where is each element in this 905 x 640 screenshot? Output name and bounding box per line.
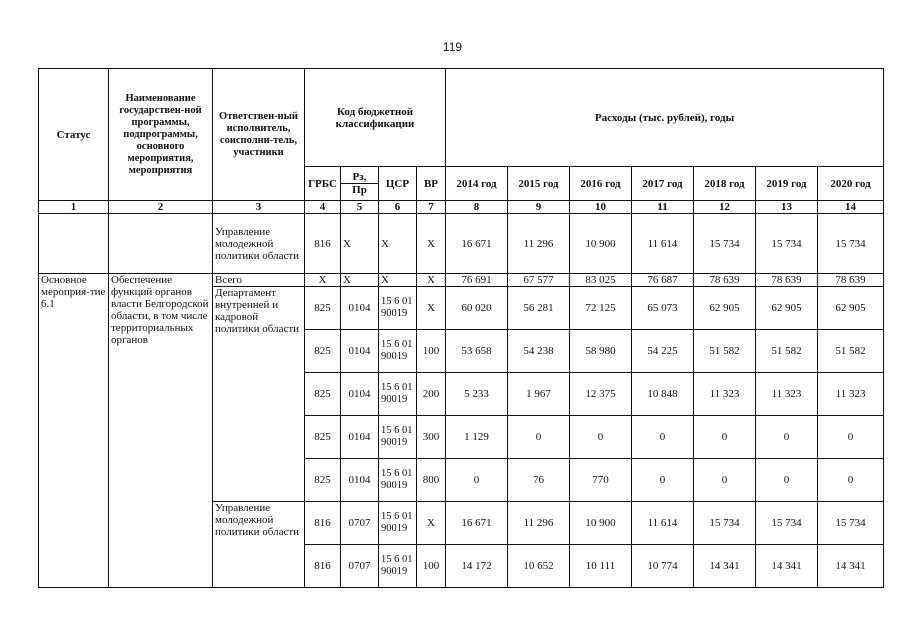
value-cell: 0 xyxy=(818,416,884,459)
header-year-2016: 2016 год xyxy=(570,167,632,201)
value-cell: 1 967 xyxy=(508,373,570,416)
header-year-2015: 2015 год xyxy=(508,167,570,201)
value-cell: 15 734 xyxy=(818,214,884,274)
header-year-2014: 2014 год xyxy=(446,167,508,201)
csr-cell: 15 6 01 90019 xyxy=(379,545,417,588)
value-cell: 78 639 xyxy=(756,274,818,287)
column-number: 6 xyxy=(379,201,417,214)
rzpr-cell: 0104 xyxy=(341,330,379,373)
column-number: 3 xyxy=(213,201,305,214)
header-pr: Пр xyxy=(352,184,367,196)
csr-cell: Х xyxy=(379,214,417,274)
vr-cell: Х xyxy=(417,274,446,287)
header-expenses: Расходы (тыс. рублей), годы xyxy=(446,69,884,167)
grbs-cell: 825 xyxy=(305,459,341,502)
header-name: Наименование государствен-ной программы, подпрограммы, основного мероприятия, мероприятия xyxy=(109,69,213,201)
grbs-cell: 816 xyxy=(305,545,341,588)
value-cell: 51 582 xyxy=(818,330,884,373)
grbs-cell: 825 xyxy=(305,373,341,416)
value-cell: 14 172 xyxy=(446,545,508,588)
value-cell: 0 xyxy=(446,459,508,502)
vr-cell: Х xyxy=(417,287,446,330)
column-number: 12 xyxy=(694,201,756,214)
column-number: 9 xyxy=(508,201,570,214)
value-cell: 0 xyxy=(570,416,632,459)
csr-cell: 15 6 01 90019 xyxy=(379,373,417,416)
vr-cell: 800 xyxy=(417,459,446,502)
column-number: 7 xyxy=(417,201,446,214)
status-cell-empty xyxy=(39,214,109,274)
value-cell: 15 734 xyxy=(694,214,756,274)
value-cell: 65 073 xyxy=(632,287,694,330)
value-cell: 62 905 xyxy=(756,287,818,330)
column-number: 5 xyxy=(341,201,379,214)
name-cell-empty xyxy=(109,214,213,274)
csr-cell: 15 6 01 90019 xyxy=(379,416,417,459)
header-vr: ВР xyxy=(417,167,446,201)
rzpr-cell: 0707 xyxy=(341,545,379,588)
value-cell: 5 233 xyxy=(446,373,508,416)
column-number: 11 xyxy=(632,201,694,214)
value-cell: 11 323 xyxy=(756,373,818,416)
value-cell: 10 652 xyxy=(508,545,570,588)
value-cell: 60 020 xyxy=(446,287,508,330)
name-cell: Обеспечение функций органов власти Белгородской области, в том числе территориальных органов xyxy=(109,274,213,588)
header-executor: Ответствен-ный исполнитель, соисполни-тель, участники xyxy=(213,69,305,201)
vr-cell: 100 xyxy=(417,545,446,588)
value-cell: 0 xyxy=(756,459,818,502)
grbs-cell: 816 xyxy=(305,502,341,545)
value-cell: 11 296 xyxy=(508,214,570,274)
header-year-2020: 2020 год xyxy=(818,167,884,201)
value-cell: 0 xyxy=(508,416,570,459)
value-cell: 15 734 xyxy=(818,502,884,545)
value-cell: 56 281 xyxy=(508,287,570,330)
column-number: 10 xyxy=(570,201,632,214)
value-cell: 76 687 xyxy=(632,274,694,287)
value-cell: 15 734 xyxy=(694,502,756,545)
value-cell: 72 125 xyxy=(570,287,632,330)
value-cell: 11 296 xyxy=(508,502,570,545)
page-number: 119 xyxy=(442,40,463,54)
column-number-row xyxy=(39,201,884,214)
value-cell: 0 xyxy=(632,459,694,502)
value-cell: 770 xyxy=(570,459,632,502)
value-cell: 0 xyxy=(756,416,818,459)
header-status: Статус xyxy=(39,69,109,201)
csr-cell: 15 6 01 90019 xyxy=(379,459,417,502)
header-year-2017: 2017 год xyxy=(632,167,694,201)
value-cell: 10 774 xyxy=(632,545,694,588)
header-rzpr xyxy=(341,167,379,201)
grbs-cell: Х xyxy=(305,274,341,287)
grbs-cell: 825 xyxy=(305,330,341,373)
value-cell: 62 905 xyxy=(818,287,884,330)
value-cell: 11 323 xyxy=(818,373,884,416)
value-cell: 14 341 xyxy=(818,545,884,588)
header-budget-code: Код бюджетной классификации xyxy=(305,69,446,167)
value-cell: 10 900 xyxy=(570,214,632,274)
status-cell: Основное мероприя-тие 6.1 xyxy=(39,274,109,588)
value-cell: 12 375 xyxy=(570,373,632,416)
rzpr-cell: 0104 xyxy=(341,287,379,330)
vr-cell: Х xyxy=(417,214,446,274)
value-cell: 0 xyxy=(818,459,884,502)
value-cell: 53 658 xyxy=(446,330,508,373)
value-cell: 51 582 xyxy=(756,330,818,373)
rzpr-cell: 0104 xyxy=(341,373,379,416)
value-cell: 83 025 xyxy=(570,274,632,287)
value-cell: 78 639 xyxy=(694,274,756,287)
header-grbs: ГРБС xyxy=(305,167,341,201)
executor-cell: Управление молодежной политики области xyxy=(213,214,305,274)
rzpr-cell: 0104 xyxy=(341,459,379,502)
value-cell: 76 691 xyxy=(446,274,508,287)
value-cell: 11 323 xyxy=(694,373,756,416)
value-cell: 76 xyxy=(508,459,570,502)
value-cell: 10 848 xyxy=(632,373,694,416)
value-cell: 62 905 xyxy=(694,287,756,330)
column-number: 1 xyxy=(39,201,109,214)
column-number: 8 xyxy=(446,201,508,214)
executor-cell: Управление молодежной политики области xyxy=(213,502,305,588)
column-number: 13 xyxy=(756,201,818,214)
value-cell: 10 111 xyxy=(570,545,632,588)
value-cell: 15 734 xyxy=(756,502,818,545)
vr-cell: 200 xyxy=(417,373,446,416)
executor-cell: Департамент внутренней и кадровой политики области xyxy=(213,287,305,502)
table-row-total xyxy=(39,274,884,287)
budget-table xyxy=(38,68,884,588)
value-cell: 10 900 xyxy=(570,502,632,545)
value-cell: 67 577 xyxy=(508,274,570,287)
header-csr: ЦСР xyxy=(379,167,417,201)
vr-cell: Х xyxy=(417,502,446,545)
vr-cell: 300 xyxy=(417,416,446,459)
value-cell: 15 734 xyxy=(756,214,818,274)
csr-cell: 15 6 01 90019 xyxy=(379,287,417,330)
value-cell: 54 225 xyxy=(632,330,694,373)
value-cell: 16 671 xyxy=(446,502,508,545)
grbs-cell: 825 xyxy=(305,287,341,330)
value-cell: 0 xyxy=(694,416,756,459)
value-cell: 51 582 xyxy=(694,330,756,373)
value-cell: 54 238 xyxy=(508,330,570,373)
column-number: 2 xyxy=(109,201,213,214)
value-cell: 11 614 xyxy=(632,502,694,545)
value-cell: 1 129 xyxy=(446,416,508,459)
rzpr-cell: Х xyxy=(341,214,379,274)
header-rz: Рз, xyxy=(341,171,378,184)
rzpr-cell: 0104 xyxy=(341,416,379,459)
column-number: 14 xyxy=(818,201,884,214)
value-cell: 14 341 xyxy=(756,545,818,588)
header-year-2018: 2018 год xyxy=(694,167,756,201)
grbs-cell: 816 xyxy=(305,214,341,274)
table-row xyxy=(39,214,884,274)
value-cell: 58 980 xyxy=(570,330,632,373)
value-cell: 14 341 xyxy=(694,545,756,588)
executor-cell: Всего xyxy=(213,274,305,287)
value-cell: 11 614 xyxy=(632,214,694,274)
header-year-2019: 2019 год xyxy=(756,167,818,201)
rzpr-cell: Х xyxy=(341,274,379,287)
csr-cell: Х xyxy=(379,274,417,287)
csr-cell: 15 6 01 90019 xyxy=(379,330,417,373)
rzpr-cell: 0707 xyxy=(341,502,379,545)
value-cell: 0 xyxy=(632,416,694,459)
csr-cell: 15 6 01 90019 xyxy=(379,502,417,545)
vr-cell: 100 xyxy=(417,330,446,373)
value-cell: 0 xyxy=(694,459,756,502)
value-cell: 78 639 xyxy=(818,274,884,287)
grbs-cell: 825 xyxy=(305,416,341,459)
value-cell: 16 671 xyxy=(446,214,508,274)
column-number: 4 xyxy=(305,201,341,214)
